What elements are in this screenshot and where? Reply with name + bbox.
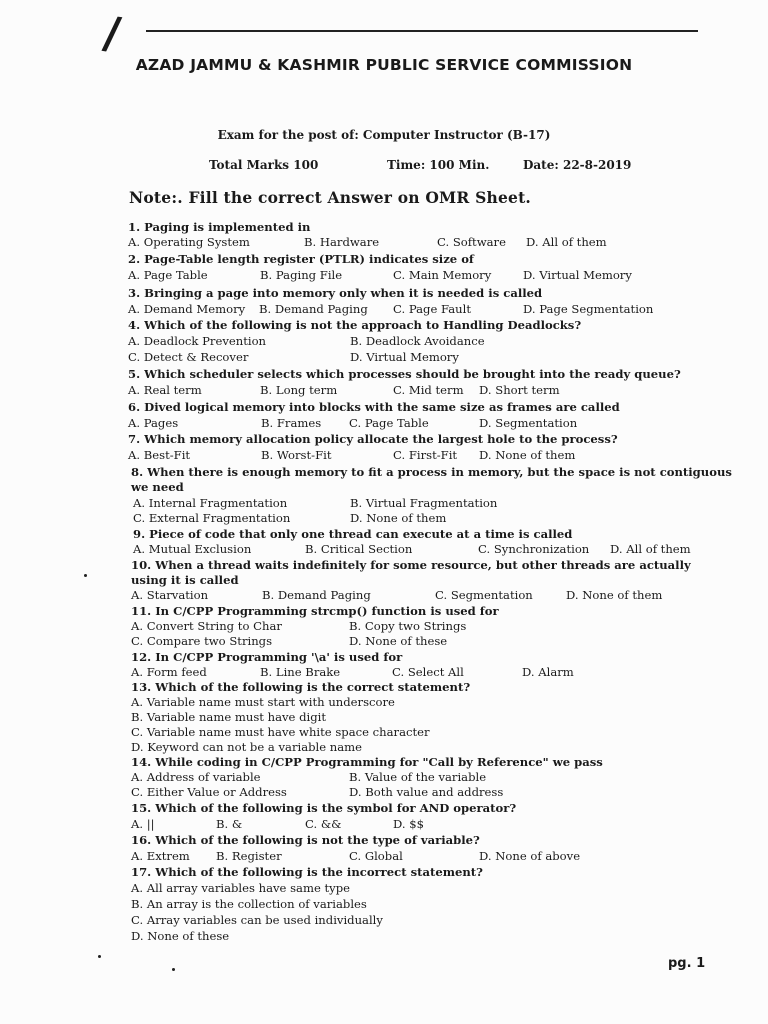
option: C. Global	[349, 849, 403, 863]
option: D. None of them	[479, 448, 576, 462]
question-text: 11. In C/CPP Programming strcmp() function is used for	[131, 604, 499, 618]
option: A. Address of variable	[131, 770, 261, 784]
option: A. Best-Fit	[128, 448, 191, 462]
question-text: 2. Page-Table length register (PTLR) indicates size of	[128, 252, 474, 266]
question-4	[0, 318, 768, 333]
question-text: we need	[131, 480, 184, 494]
option: D. None of these	[349, 634, 448, 648]
question-text: 3. Bringing a page into memory only when it is needed is called	[128, 286, 543, 300]
option: C. Detect & Recover	[128, 350, 249, 364]
question-6	[0, 400, 768, 415]
question-10	[0, 558, 768, 573]
question-3	[0, 286, 768, 301]
question-text: 1. Paging is implemented in	[128, 220, 311, 234]
question-14	[0, 755, 768, 770]
option: C. Mid term	[393, 383, 464, 397]
option: B. Long term	[260, 383, 338, 397]
question-text: 13. Which of the following is the correct statement?	[131, 680, 471, 694]
question-1	[0, 220, 768, 235]
options-row	[0, 913, 768, 928]
option: B. Value of the variable	[349, 770, 487, 784]
option: A. Starvation	[131, 588, 209, 602]
option: C. Page Fault	[393, 302, 471, 316]
question-13	[0, 680, 768, 695]
question-text: 7. Which memory allocation policy allocate the largest hole to the process?	[128, 432, 618, 446]
option: D. Segmentation	[479, 416, 578, 430]
options-row	[0, 268, 768, 283]
option: B. An array is the collection of variables	[131, 897, 367, 911]
option: C. External Fragmentation	[133, 511, 291, 525]
option: B. Critical Section	[305, 542, 413, 556]
option: D. All of them	[526, 235, 607, 249]
options-row	[0, 511, 768, 526]
question-text: 15. Which of the following is the symbol for AND operator?	[131, 801, 517, 815]
option: C. Synchronization	[478, 542, 590, 556]
options-row	[0, 695, 768, 710]
options-row	[0, 897, 768, 912]
option: D. Page Segmentation	[523, 302, 654, 316]
option: C. Array variables can be used individually	[131, 913, 383, 927]
question-16	[0, 833, 768, 848]
option: A. ||	[131, 817, 155, 831]
option: D. Short term	[479, 383, 560, 397]
question-11	[0, 604, 768, 619]
question-9	[0, 527, 768, 542]
question-10-continued	[0, 573, 768, 588]
omr-note: Note:. Fill the correct Answer on OMR Sheet.	[129, 188, 532, 207]
option: B. Worst-Fit	[261, 448, 332, 462]
option: D. None of these	[131, 929, 230, 943]
option: B. Frames	[261, 416, 322, 430]
options-row	[0, 725, 768, 740]
options-row	[0, 334, 768, 349]
option: D. $$	[393, 817, 425, 831]
question-5	[0, 367, 768, 382]
option: C. &&	[305, 817, 342, 831]
options-row	[0, 235, 768, 250]
stray-mark	[84, 574, 87, 577]
commission-heading: AZAD JAMMU & KASHMIR PUBLIC SERVICE COMMISSION	[135, 56, 633, 74]
option: C. Compare two Strings	[131, 634, 273, 648]
option: A. Convert String to Char	[131, 619, 282, 633]
option: D. Virtual Memory	[523, 268, 632, 282]
handwritten-slash-mark: /	[100, 7, 124, 60]
option: A. Deadlock Prevention	[128, 334, 267, 348]
option: B. Hardware	[304, 235, 380, 249]
option: D. None of them	[350, 511, 447, 525]
options-row	[0, 383, 768, 398]
options-row	[0, 770, 768, 785]
question-text: 16. Which of the following is not the type of variable?	[131, 833, 480, 847]
option: C. Software	[437, 235, 506, 249]
question-text: 6. Dived logical memory into blocks with the same size as frames are called	[128, 400, 620, 414]
options-row	[0, 542, 768, 557]
option: D. Both value and address	[349, 785, 504, 799]
question-text: 8. When there is enough memory to fit a process in memory, but the space is not contiguous	[131, 465, 732, 479]
exam-post-line: Exam for the post of: Computer Instructor (B-17)	[217, 128, 551, 142]
question-text: 10. When a thread waits indefinitely for some resource, but other threads are actually	[131, 558, 691, 572]
options-row	[0, 817, 768, 832]
question-12	[0, 650, 768, 665]
question-7	[0, 432, 768, 447]
options-row	[0, 710, 768, 725]
option: C. First-Fit	[393, 448, 458, 462]
options-row	[0, 929, 768, 944]
options-row	[0, 350, 768, 365]
stray-mark	[98, 955, 101, 958]
option: A. Form feed	[131, 665, 207, 679]
options-row	[0, 302, 768, 317]
question-text: 12. In C/CPP Programming '\a' is used for	[131, 650, 403, 664]
options-row	[0, 740, 768, 755]
options-row	[0, 619, 768, 634]
option: A. Internal Fragmentation	[133, 496, 288, 510]
page-number: pg. 1	[668, 956, 706, 971]
option: A. Mutual Exclusion	[133, 542, 252, 556]
exam-time: Time: 100 Min.	[387, 158, 490, 172]
option: D. All of them	[610, 542, 691, 556]
options-row	[0, 496, 768, 511]
option: D. None of them	[566, 588, 663, 602]
option: B. Paging File	[260, 268, 343, 282]
option: A. Real term	[128, 383, 202, 397]
options-row	[0, 665, 768, 680]
options-row	[0, 881, 768, 896]
exam-date: Date: 22-8-2019	[523, 158, 632, 172]
question-8-continued	[0, 480, 768, 495]
total-marks: Total Marks 100	[209, 158, 319, 172]
option: C. Select All	[392, 665, 464, 679]
option: B. Demand Paging	[262, 588, 371, 602]
options-row	[0, 634, 768, 649]
option: B. Deadlock Avoidance	[350, 334, 485, 348]
option: D. None of above	[479, 849, 581, 863]
options-row	[0, 588, 768, 603]
question-text: 9. Piece of code that only one thread can execute at a time is called	[133, 527, 573, 541]
question-8	[0, 465, 768, 480]
option: B. Copy two Strings	[349, 619, 467, 633]
question-text: 5. Which scheduler selects which processes should be brought into the ready queue?	[128, 367, 681, 381]
option: D. Alarm	[522, 665, 574, 679]
option: B. &	[216, 817, 243, 831]
option: C. Page Table	[349, 416, 429, 430]
question-text: 14. While coding in C/CPP Programming for "Call by Reference" we pass	[131, 755, 603, 769]
option: A. Variable name must start with underscore	[131, 695, 395, 709]
option: A. Operating System	[128, 235, 250, 249]
option: A. Extrem	[131, 849, 190, 863]
question-2	[0, 252, 768, 267]
question-text: 4. Which of the following is not the approach to Handling Deadlocks?	[128, 318, 582, 332]
option: A. Pages	[128, 416, 179, 430]
options-row	[0, 849, 768, 864]
question-15	[0, 801, 768, 816]
option: B. Variable name must have digit	[131, 710, 327, 724]
option: B. Line Brake	[260, 665, 341, 679]
question-text: using it is called	[131, 573, 239, 587]
option: C. Main Memory	[393, 268, 492, 282]
option: B. Register	[216, 849, 282, 863]
option: A. All array variables have same type	[131, 881, 350, 895]
stray-mark	[172, 968, 175, 971]
question-text: 17. Which of the following is the incorrect statement?	[131, 865, 483, 879]
options-row	[0, 448, 768, 463]
option: C. Variable name must have white space character	[131, 725, 430, 739]
options-row	[0, 416, 768, 431]
option: A. Demand Memory	[128, 302, 246, 316]
option: B. Demand Paging	[259, 302, 368, 316]
top-rule	[146, 30, 698, 32]
option: D. Virtual Memory	[350, 350, 459, 364]
question-17	[0, 865, 768, 880]
option: B. Virtual Fragmentation	[350, 496, 498, 510]
options-row	[0, 785, 768, 800]
option: C. Segmentation	[435, 588, 533, 602]
option: C. Either Value or Address	[131, 785, 287, 799]
option: D. Keyword can not be a variable name	[131, 740, 363, 754]
option: A. Page Table	[128, 268, 208, 282]
